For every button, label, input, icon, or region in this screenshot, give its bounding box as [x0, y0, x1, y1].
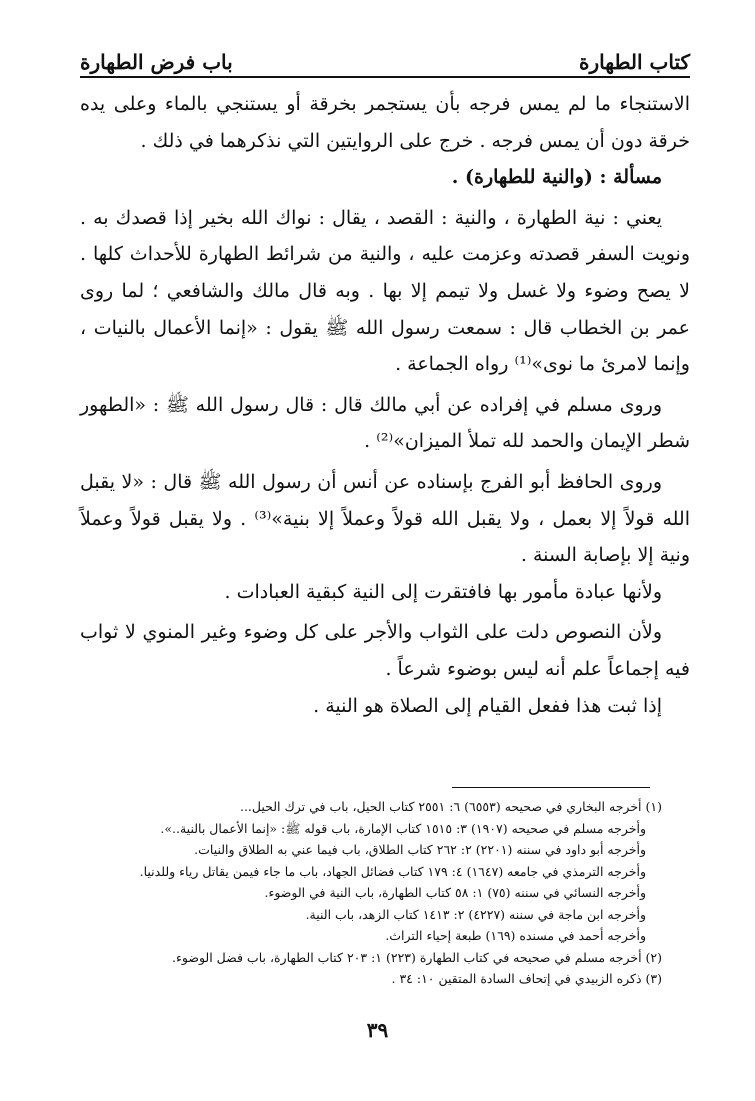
running-header — [80, 40, 690, 74]
paragraph: ولأن النصوص دلت على الثواب والأجر على كل وضوء وغير المنوي لا ثواب فيه إجماعاً علم أنه ليس بوضوء شرعاً . — [80, 621, 690, 680]
paragraph: إذا ثبت هذا ففعل القيام إلى الصلاة هو النية . — [313, 694, 662, 717]
paragraph: وروى مسلم في إفراده عن أبي مالك قال : قال رسول الله ﷺ : «الطهور شطر الإيمان والحمد لله تملأ الميزان»⁽²⁾ . — [80, 393, 690, 453]
header-divider — [80, 76, 690, 78]
footnote-line: وأخرجه ابن ماجة في سننه (٤٢٢٧) ٢: ١٤١٣ كتاب الزهد، باب النية. — [305, 906, 646, 922]
paragraph: وروى الحافظ أبو الفرج بإسناده عن أنس أن رسول الله ﷺ قال : «لا يقبل الله قولاً إلا بعمل ، ولا يقبل الله قولاً وعملاً إلا بنية»⁽³⁾ . ولا يقبل قولاً وعملاً ونية إلا بإصابة السنة . — [80, 470, 690, 567]
footnote-line: وأخرجه مسلم في صحيحه (١٩٠٧) ٣: ١٥١٥ كتاب الإمارة، باب قوله ﷺ: «إنما الأعمال بالنية..». — [160, 820, 646, 836]
footnote-line: وأخرجه أبو داود في سننه (٢٢٠١) ٢: ٢٦٢ كتاب الطلاق، باب فيما عني به الطلاق والنيات. — [194, 842, 646, 857]
footnote-line: وأخرجه أحمد في مسنده (١٦٩) طبعة إحياء التراث. — [385, 928, 646, 943]
footnote-divider — [452, 787, 650, 788]
issue-heading: مسألة : (والنية للطهارة) . — [451, 166, 662, 189]
header-book-title: كتاب الطهارة — [579, 50, 690, 74]
paragraph: ولأنها عبادة مأمور بها فافتقرت إلى النية كبقية العبادات . — [224, 580, 662, 603]
footnote-line: وأخرجه النسائي في سننه (٧٥) ١: ٥٨ كتاب الطهارة، باب النية في الوضوء. — [264, 885, 646, 900]
paragraph: يعني : نية الطهارة ، والنية : القصد ، يقال : نواك الله بخير إذا قصدك به . ونويت السفر قصدته وعزمت عليه ، والنية من شرائط الطهارة للأحداث كلها . لا يصح وضوء ولا غسل ولا تيمم إلا بها . وبه قال مالك والشافعي ؛ لما روى عمر بن الخطاب قال : سمعت رسول الله ﷺ يقول : «إنما الأعمال بالنيات ، وإنما لامرئ ما نوى»⁽¹⁾ رواه الجماعة . — [80, 206, 690, 376]
footnotes — [100, 796, 662, 990]
page-number: ٣٩ — [366, 1018, 389, 1042]
footnote: (٢) أخرجه مسلم في صحيحه في كتاب الطهارة (٢٢٣) ١: ٢٠٣ كتاب الطهارة، باب فضل الوضوء. — [172, 949, 662, 965]
paragraph: الاستنجاء ما لم يمس فرجه بأن يستجمر بخرقة أو يستنجي بالماء وعلى يده خرقة دون أن يمس فرجه . خرج على الروايتين التي نذكرهما في ذلك . — [80, 93, 690, 152]
header-chapter-title: باب فرض الطهارة — [80, 50, 233, 74]
footnote: (١) أخرجه البخاري في صحيحه (٦٥٥٣) ٦: ٢٥٥١ كتاب الحيل، باب في ترك الحيل... — [239, 799, 662, 814]
footnote: (٣) ذكره الزبيدي في إتحاف السادة المتقين ١٠: ٣٤ . — [391, 971, 662, 986]
footnote-line: وأخرجه الترمذي في جامعه (١٦٤٧) ٤: ١٧٩ كتاب فضائل الجهاد، باب ما جاء فيمن يقاتل رياء وللدنيا. — [139, 863, 646, 879]
main-text — [80, 86, 690, 724]
